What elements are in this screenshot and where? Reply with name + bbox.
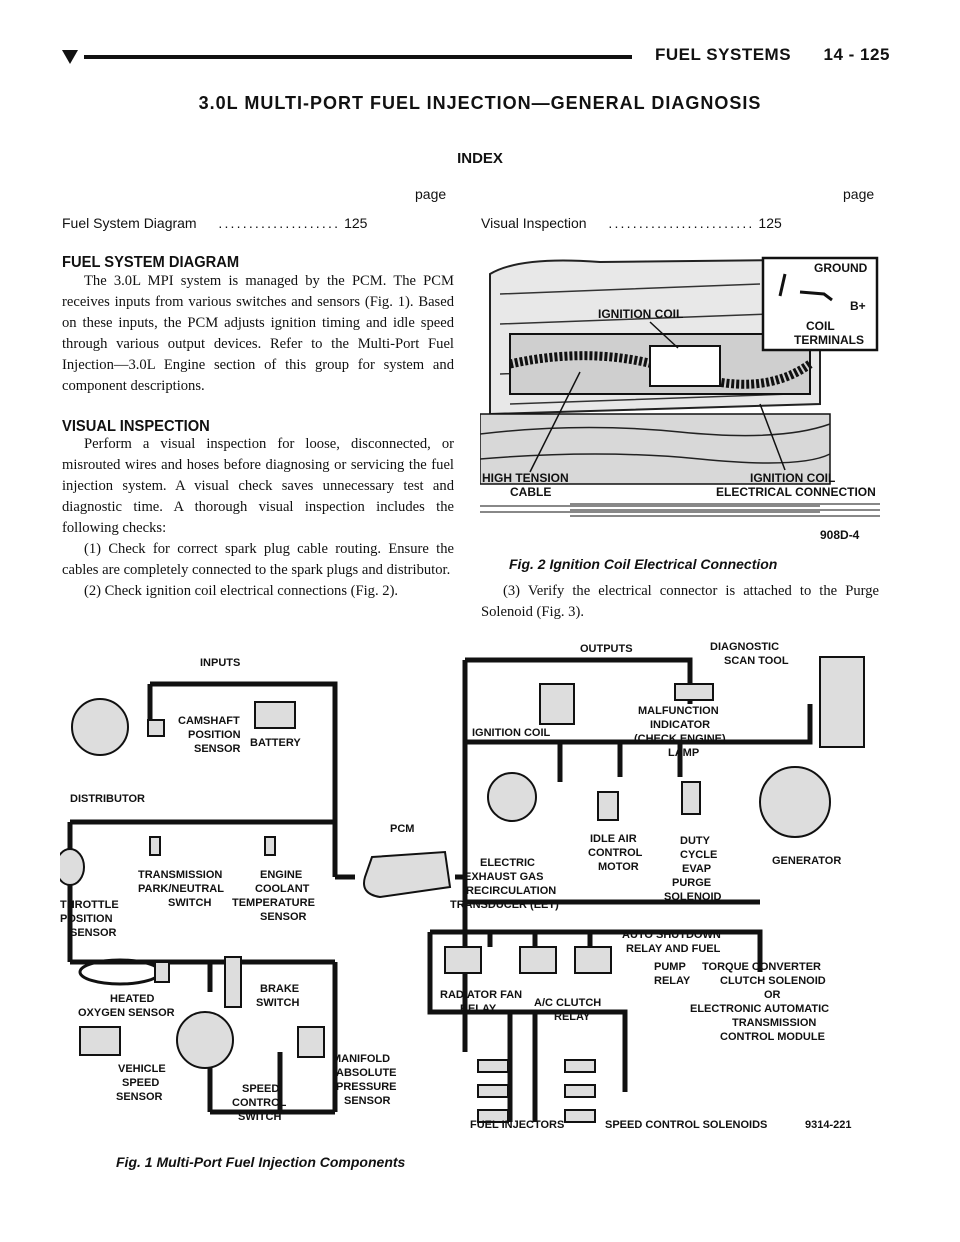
fig1-label-torque: TRANSMISSION bbox=[732, 1017, 817, 1029]
header-rule bbox=[84, 55, 632, 59]
fig2-code: 908D-4 bbox=[820, 528, 860, 542]
visual-inspection-paragraph bbox=[62, 434, 454, 602]
fig1-label-throttle: POSITION bbox=[60, 913, 113, 925]
toc-page: 125 bbox=[344, 215, 368, 231]
fig1-label-eet: EXHAUST GAS bbox=[464, 871, 544, 883]
fig1-label-diagnostic: DIAGNOSTIC bbox=[710, 641, 780, 653]
fig1-label-purge: EVAP bbox=[682, 863, 712, 875]
fig1-diagram bbox=[60, 632, 880, 1152]
fig1-code: 9314-221 bbox=[805, 1119, 852, 1131]
toc-entry[interactable] bbox=[62, 215, 367, 231]
fig1-label-purge: PURGE bbox=[672, 877, 712, 889]
toc-dots: .................... bbox=[218, 215, 341, 231]
fig1-label-purge: CYCLE bbox=[680, 849, 718, 861]
header-page-number: 14 - 125 bbox=[823, 45, 890, 64]
fig1-label-torque: ELECTRONIC AUTOMATIC bbox=[690, 1003, 830, 1015]
section-heading-visual-inspection: VISUAL INSPECTION bbox=[62, 418, 210, 435]
fig2-label-high-tension: HIGH TENSION bbox=[482, 471, 569, 485]
fig1-label-coolant: ENGINE bbox=[260, 869, 303, 881]
fig2-label-high-tension: CABLE bbox=[510, 485, 552, 499]
running-header bbox=[655, 45, 890, 65]
fig1-label-throttle: SENSOR bbox=[70, 927, 117, 939]
fig1-label-transmission: PARK/NEUTRAL bbox=[138, 883, 224, 895]
fig1-label-camshaft: SENSOR bbox=[194, 743, 241, 755]
fig1-label-pump: RELAY bbox=[654, 975, 691, 987]
fig1-label-mil: LAMP bbox=[668, 747, 700, 759]
fig1-label-diagnostic: SCAN TOOL bbox=[724, 655, 789, 667]
toc-page: 125 bbox=[758, 215, 782, 231]
fig1-label-eet: ELECTRIC bbox=[480, 857, 535, 869]
fig1-label-battery: BATTERY bbox=[250, 737, 301, 749]
page-title: 3.0L MULTI-PORT FUEL INJECTION—GENERAL DIAGNOSIS bbox=[198, 93, 762, 113]
fig1-label-vehicle-speed: SPEED bbox=[122, 1077, 160, 1089]
fig2-label-coil-connection: IGNITION COIL bbox=[750, 471, 836, 485]
fig1-label-torque: TORQUE CONVERTER bbox=[702, 961, 821, 973]
fig1-label-transmission: SWITCH bbox=[168, 897, 212, 909]
fig1-label-iac: MOTOR bbox=[598, 861, 639, 873]
fig1-label-fuel-injectors: FUEL INJECTORS bbox=[470, 1119, 565, 1131]
fig1-caption: Fig. 1 Multi-Port Fuel Injection Components bbox=[116, 1154, 406, 1170]
fig1-label-inputs: INPUTS bbox=[200, 657, 241, 669]
fig2-illustration bbox=[480, 254, 880, 546]
fig1-label-mil: MALFUNCTION bbox=[638, 705, 719, 717]
fig2-label-coil-terminals: COIL bbox=[806, 319, 835, 333]
fig1-label-map: SENSOR bbox=[344, 1095, 391, 1107]
fig1-label-oxygen: OXYGEN SENSOR bbox=[78, 1007, 175, 1019]
header-section: FUEL SYSTEMS bbox=[655, 45, 792, 64]
fig1-label-mil: INDICATOR bbox=[650, 719, 711, 731]
index-page-label-right: page bbox=[843, 186, 875, 202]
fig1-label-map: ABSOLUTE bbox=[336, 1067, 397, 1079]
fig1-label-radiator: RADIATOR FAN bbox=[440, 989, 523, 1001]
fig1-label-coolant: COOLANT bbox=[255, 883, 310, 895]
toc-dots: ........................ bbox=[608, 215, 755, 231]
fig1-label-camshaft: POSITION bbox=[188, 729, 241, 741]
fig2-label-ignition-coil: IGNITION COIL bbox=[598, 307, 684, 321]
fig1-label-torque: CONTROL MODULE bbox=[720, 1031, 825, 1043]
fig1-label-vehicle-speed: SENSOR bbox=[116, 1091, 163, 1103]
fig1-label-map: PRESSURE bbox=[336, 1081, 397, 1093]
fig1-label-eet: RECIRCULATION bbox=[466, 885, 557, 897]
fig1-label-transmission: TRANSMISSION bbox=[138, 869, 223, 881]
fig1-label-outputs: OUTPUTS bbox=[580, 643, 633, 655]
fig1-label-ac-clutch: A/C CLUTCH bbox=[534, 997, 602, 1009]
toc-entry[interactable] bbox=[481, 215, 782, 231]
fig1-label-pcm: PCM bbox=[390, 823, 415, 835]
fig1-label-asd: RELAY AND FUEL bbox=[626, 943, 721, 955]
fig1-label-oxygen: HEATED bbox=[110, 993, 155, 1005]
fig1-label-eet: TRANSDUCER (EET) bbox=[450, 899, 559, 911]
fig1-label-radiator: RELAY bbox=[460, 1003, 497, 1015]
fig1-label-map: MANIFOLD bbox=[332, 1053, 391, 1065]
fig1-label-asd: AUTO SHUTDOWN bbox=[622, 929, 721, 941]
fig1-label-distributor: DISTRIBUTOR bbox=[70, 793, 145, 805]
fig1-label-ignition-coil: IGNITION COIL bbox=[472, 727, 551, 739]
fig1-label-torque: CLUTCH SOLENOID bbox=[720, 975, 826, 987]
fig1-label-generator: GENERATOR bbox=[772, 855, 842, 867]
fig1-label-iac: CONTROL bbox=[588, 847, 643, 859]
paragraph-text: The 3.0L MPI system is managed by the PCM. The PCM receives inputs from various switches and sensors (Fig. 1). Based on these inputs, the PCM adjusts ignition timing and idle speed through various output devices. Refer to the Multi-Port Fuel Injection—3.0L Engine section of this group for system and component descriptions. bbox=[62, 273, 454, 394]
fuel-system-paragraph bbox=[62, 271, 454, 397]
header-arrow-icon bbox=[62, 50, 78, 64]
fig1-label-brake: SWITCH bbox=[256, 997, 300, 1009]
fig1-label-camshaft: CAMSHAFT bbox=[178, 715, 240, 727]
fig2-label-coil-connection: ELECTRICAL CONNECTION bbox=[716, 485, 876, 499]
check-item-2: (2) Check ignition coil electrical connections (Fig. 2). bbox=[84, 583, 399, 599]
check-item-3: (3) Verify the electrical connector is attached to the Purge Solenoid (Fig. 3). bbox=[481, 583, 879, 620]
fig1-label-mil: (CHECK ENGINE) bbox=[634, 733, 726, 745]
fig1-label-coolant: TEMPERATURE bbox=[232, 897, 315, 909]
section-heading-fuel-system-diagram: FUEL SYSTEM DIAGRAM bbox=[62, 254, 240, 271]
fig1-label-vehicle-speed: VEHICLE bbox=[118, 1063, 166, 1075]
fig2-label-ground: GROUND bbox=[814, 261, 868, 275]
fig2-caption: Fig. 2 Ignition Coil Electrical Connection bbox=[509, 556, 778, 572]
fig2-label-bplus: B+ bbox=[850, 299, 866, 313]
fig2-label-coil-terminals: TERMINALS bbox=[794, 333, 864, 347]
fig1-label-coolant: SENSOR bbox=[260, 911, 307, 923]
fig1-label-purge: SOLENOID bbox=[664, 891, 722, 903]
fig1-label-speed-control-switch: SPEED bbox=[242, 1083, 280, 1095]
index-page-label-left: page bbox=[415, 186, 447, 202]
fig1-label-speed-control-switch: SWITCH bbox=[238, 1111, 282, 1123]
purge-check-paragraph bbox=[481, 581, 879, 623]
fig1-label-speed-control-switch: CONTROL bbox=[232, 1097, 287, 1109]
fig1-label-ac-clutch: RELAY bbox=[554, 1011, 591, 1023]
fig1-label-purge: DUTY bbox=[680, 835, 710, 847]
check-item-1: (1) Check for correct spark plug cable routing. Ensure the cables are completely connected to the spark plugs and distributor. bbox=[62, 541, 454, 578]
index-heading: INDEX bbox=[457, 150, 503, 167]
fig1-label-torque: OR bbox=[764, 989, 781, 1001]
fig1-label-pump: PUMP bbox=[654, 961, 686, 973]
toc-label: Fuel System Diagram bbox=[62, 215, 197, 231]
toc-label: Visual Inspection bbox=[481, 215, 587, 231]
paragraph-text: Perform a visual inspection for loose, disconnected, or misrouted wires and hoses before diagnosing or servicing the fuel injection system. A visual check saves unnecessary test and diagnostic time. A thorough visual inspection includes the following checks: bbox=[62, 436, 454, 536]
fig1-label-throttle: THROTTLE bbox=[60, 899, 119, 911]
fig1-label-brake: BRAKE bbox=[260, 983, 300, 995]
fig1-label-iac: IDLE AIR bbox=[590, 833, 637, 845]
fig1-label-speed-solenoids: SPEED CONTROL SOLENOIDS bbox=[605, 1119, 768, 1131]
